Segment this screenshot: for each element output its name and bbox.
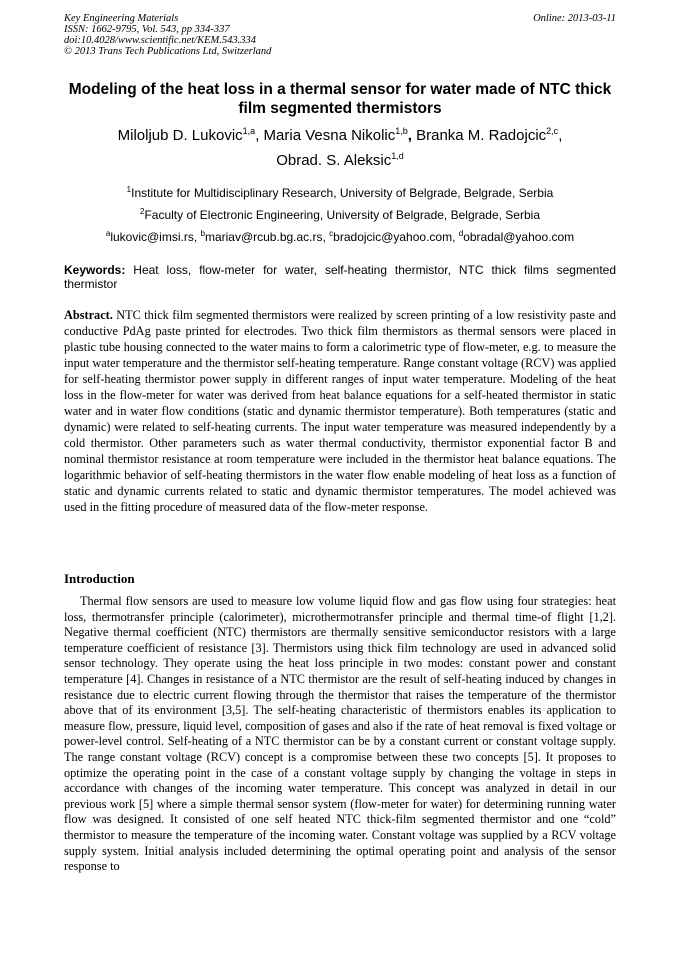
- author-list: [64, 123, 616, 173]
- online-date: Online: 2013-03-11: [533, 13, 616, 24]
- keywords-label: Keywords:: [64, 263, 126, 277]
- email-link[interactable]: bradojcic@yahoo.com,: [333, 230, 459, 244]
- doi-line: doi:10.4028/www.scientific.net/KEM.543.334: [64, 35, 256, 46]
- email-link[interactable]: lukovic@imsi.rs,: [110, 230, 201, 244]
- email-link[interactable]: mariav@rcub.bg.ac.rs,: [204, 230, 330, 244]
- author: Obrad. S. Aleksic$^{1,d}$: [276, 151, 404, 169]
- keywords: [64, 263, 616, 291]
- affiliation-1: $^1$Institute for Multidisciplinary Research, University of Belgrade, Belgrade, Serbia: [126, 185, 554, 200]
- journal-header: [64, 13, 616, 57]
- author: Miloljub D. Lukovic$^{1,a}$,: [117, 126, 264, 144]
- copyright-line: © 2013 Trans Tech Publications Ltd, Switzerland: [64, 46, 272, 57]
- abstract-label: Abstract.: [64, 308, 113, 322]
- abstract: [64, 307, 616, 515]
- journal-name: Key Engineering Materials: [64, 13, 179, 24]
- author: Maria Vesna Nikolic$^{1,b}$,: [263, 126, 417, 144]
- author: Branka M. Radojcic$^{2,c}$,: [416, 126, 563, 144]
- introduction-paragraph: Thermal flow sensors are used to measure low volume liquid flow and gas flow using four strategies: heat loss, thermotransfer principle (calorimeter), microthermotransfer principle and thermal time-of flight [1,2]. Negative thermal coefficient (NTC) thermistors are thermally sensitive semiconductor resistors with a large temperature coefficient of resistance [3]. Thermistors using thick film technology are used in advanced solid sensor technology. They operate using the heat loss principle in two modes: constant power and constant temperature [4]. Changes in resistance of a NTC thermistor are the result of self-heating induced by changes in resistance due to electric current flowing through the thermistor that raises the temperature of the thermistor above that of its environment [3,5]. The self-heating characteristic of thermistors enables its application to measure flow, pressure, liquid level, composition of gases and also if the rate of heat removal is fixed voltage or power-level control. Self-heating of a NTC thermistor can be by a constant current or constant voltage supply. The range constant voltage (RCV) concept is a compromise between these two concepts [5]. It proposes to optimize the operating point in the case of a constant voltage supply by changing the voltage in steps in accordance with changes of the incoming water temperature. This concept was analyzed in detail in our previous work [5] where a simple thermal sensor system (flow-meter for water) for determining running water flow was designed. It consisted of one self heated NTC thick-film segmented thermistor and one “cold” thermistor to measure the temperature of the incoming water. Constant voltage was supplied by a RCV voltage supply system. Initial analysis included determining the optimal operating point and analysis of the sensor response to: [64, 594, 616, 874]
- paper-title: Modeling of the heat loss in a thermal sensor for water made of NTC thick film segmented thermistors: [68, 81, 612, 117]
- issn-line: ISSN: 1662-9795, Vol. 543, pp 334-337: [64, 24, 230, 35]
- section-heading-introduction: Introduction: [64, 571, 135, 586]
- affiliation-2: $^2$Faculty of Electronic Engineering, University of Belgrade, Belgrade, Serbia: [140, 207, 540, 222]
- email-list: $^a$lukovic@imsi.rs, $^b$mariav@rcub.bg.ac.rs, $^c$bradojcic@yahoo.com, $^d$obradal@yahoo.com: [105, 229, 575, 244]
- affiliations: [64, 182, 616, 248]
- keywords-text: Heat loss, flow-meter for water, self-heating thermistor, NTC thick films segmented thermistor: [64, 263, 616, 291]
- email-link[interactable]: obradal@yahoo.com: [463, 230, 575, 244]
- abstract-text: NTC thick film segmented thermistors were realized by screen printing of a low resistivity paste and conductive PdAg paste printed for electrodes. Two thick film thermistors as thermal sensors were placed in plastic tube housing connected to the water mains to form a calorimetric type of flow-meter, e.g. to measure the input water temperature and the thermistor self-heating temperature. Range constant voltage (RCV) was applied for self-heating thermistor power supply in different ranges of input water temperature. Modeling of the heat loss in the flow-meter for water was derived from heat balance equations for a self-heated thermistor in static water and in water flow conditions (static and dynamic thermistor temperature). Both temperatures (static and dynamic) were related to self-heating currents. The input water temperature was measured independently by a cold thermistor. Other parameters such as water thermal conductivity, thermistor exponential factor B and nominal thermistor resistance at room temperature were included in the thermistor heat balance equations. The logarithmic behavior of self-heating thermistors in the water flow enable modeling of heat loss as a function of static and dynamic currents related to static and dynamic thermistor temperatures. The model achieved was used in the fitting procedure of measured data of the flow-meter response.: [64, 308, 616, 514]
